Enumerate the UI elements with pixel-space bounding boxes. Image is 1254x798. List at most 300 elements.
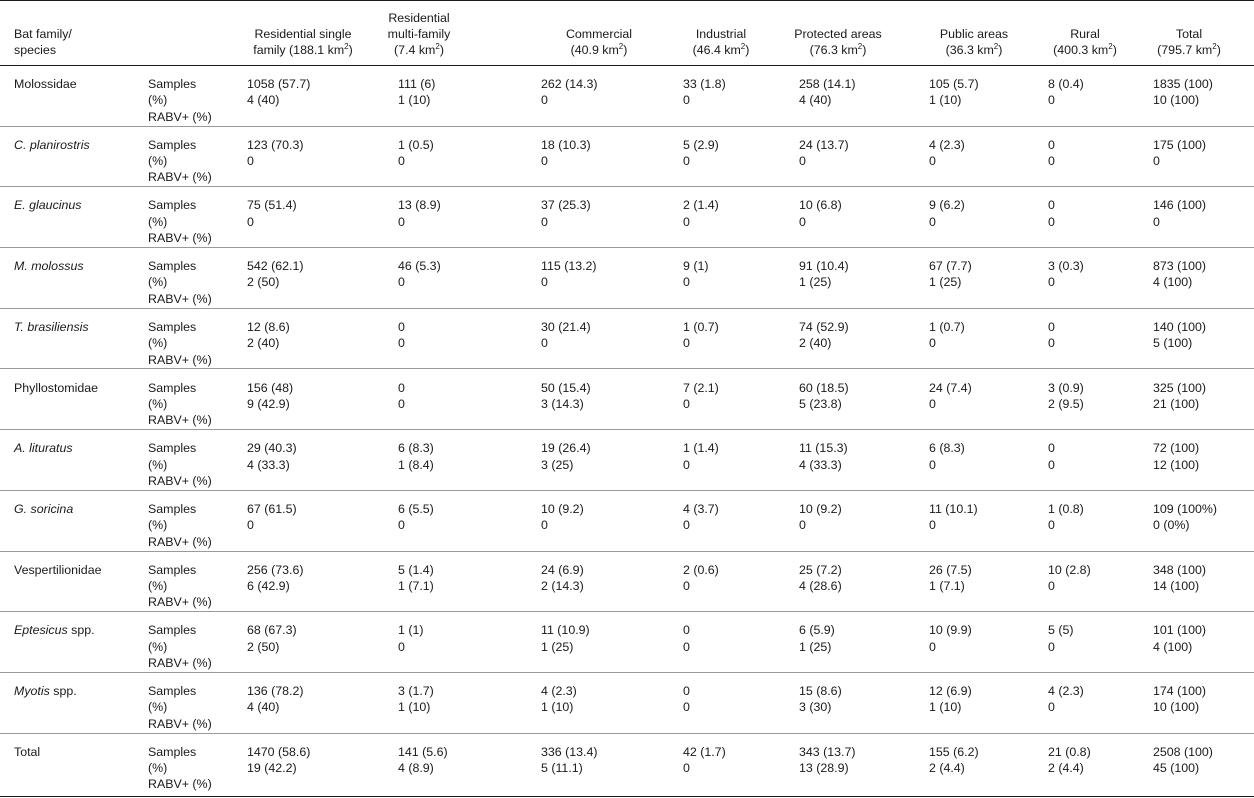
metric-label: RABV+ (%) — [148, 534, 212, 549]
metric-labels — [148, 76, 212, 125]
species-name: T. brasiliensis — [14, 319, 89, 334]
value-cell — [929, 258, 972, 291]
value-cell — [398, 744, 448, 777]
cell-value: 0 — [398, 154, 405, 169]
metric-label: RABV+ (%) — [148, 473, 212, 488]
cell-value: 0 — [1048, 457, 1055, 472]
column-header-area-text: (400.3 km — [1053, 43, 1109, 57]
column-header-area-sup: 2 — [618, 42, 624, 51]
cell-value: 3 (30) — [799, 700, 832, 715]
cell-value: 0 — [799, 154, 806, 169]
cell-value: 24 (13.7) — [799, 137, 849, 152]
cell-value: 0 — [398, 214, 405, 229]
cell-value: 3 (0.3) — [1048, 259, 1084, 274]
metric-label: Samples — [148, 137, 197, 152]
value-cell — [929, 683, 972, 716]
value-cell — [1153, 197, 1206, 230]
cell-value: 123 (70.3) — [247, 137, 304, 152]
cell-value: 0 — [1048, 578, 1055, 593]
value-cell — [247, 380, 293, 413]
value-cell — [1048, 562, 1091, 595]
metric-label: RABV+ (%) — [148, 656, 212, 671]
column-header-area-text: (40.9 km — [570, 43, 619, 57]
cell-value: 5 (5) — [1048, 623, 1074, 638]
metric-label: (%) — [148, 761, 168, 776]
cell-value: 325 (100) — [1153, 380, 1207, 395]
cell-value: 2 (1.4) — [683, 198, 719, 213]
cell-value: 1 (10) — [929, 700, 962, 715]
value-cell — [541, 197, 591, 230]
metric-label: RABV+ (%) — [148, 231, 212, 246]
cell-value: 0 — [683, 336, 690, 351]
cell-value: 0 — [683, 457, 690, 472]
value-cell — [1153, 258, 1206, 291]
metric-label: RABV+ (%) — [148, 109, 212, 124]
column-header — [914, 0, 1034, 65]
species-name: M. molossus — [14, 259, 84, 274]
value-cell — [683, 137, 719, 170]
table-bottom-rule — [0, 796, 1254, 797]
value-cell — [1048, 137, 1055, 170]
value-cell — [929, 319, 965, 352]
species-suffix: spp. — [67, 623, 95, 638]
row-label — [14, 744, 40, 760]
cell-value: 1 (25) — [541, 639, 574, 654]
metric-label: RABV+ (%) — [148, 595, 212, 610]
column-header-area — [566, 42, 632, 58]
cell-value: 9 (6.2) — [929, 198, 965, 213]
metric-label: Samples — [148, 319, 197, 334]
value-cell — [398, 440, 434, 473]
cell-value: 6 (5.9) — [799, 623, 835, 638]
cell-value: 0 — [398, 319, 405, 334]
cell-value: 256 (73.6) — [247, 562, 304, 577]
species-suffix: spp. — [49, 684, 77, 698]
cell-value: 0 — [398, 336, 405, 351]
column-header-area-sup: 2 — [993, 42, 999, 51]
cell-value: 19 (26.4) — [541, 441, 591, 456]
cell-value: 0 — [683, 93, 690, 108]
row-label — [14, 380, 98, 396]
cell-value: 0 — [683, 578, 690, 593]
cell-value: 0 — [683, 396, 690, 411]
value-cell — [1153, 622, 1206, 655]
cell-value: 74 (52.9) — [799, 319, 849, 334]
column-header-area — [1053, 42, 1117, 58]
cell-value: 0 — [1048, 137, 1055, 152]
value-cell — [1048, 197, 1055, 230]
table-row — [0, 612, 1254, 673]
family-name: Vespertilionidae — [14, 562, 102, 577]
cell-value: 4 (2.3) — [929, 137, 965, 152]
metric-label: Samples — [148, 77, 197, 91]
column-header-area-text: family (188.1 km — [253, 43, 345, 57]
cell-value: 0 — [541, 336, 548, 351]
cell-value: 50 (15.4) — [541, 380, 591, 395]
cell-value: 75 (51.4) — [247, 198, 297, 213]
cell-value: 0 — [929, 336, 936, 351]
cell-value: 4 (100) — [1153, 275, 1193, 290]
cell-value: 0 — [398, 396, 405, 411]
metric-label: RABV+ (%) — [148, 170, 212, 185]
cell-value: 174 (100) — [1153, 684, 1207, 698]
cell-value: 2 (4.4) — [929, 761, 965, 776]
cell-value: 2 (40) — [247, 336, 280, 351]
metric-labels — [148, 440, 212, 489]
metric-label: (%) — [148, 336, 168, 351]
cell-value: 111 (6) — [398, 77, 436, 91]
column-header-area-text: (76.3 km — [809, 43, 858, 57]
column-header-area — [794, 42, 881, 58]
cell-value: 0 — [1048, 441, 1055, 456]
column-header-line: Total — [1175, 27, 1203, 41]
value-cell — [247, 258, 303, 291]
header-species — [14, 0, 144, 65]
metric-label: (%) — [148, 214, 168, 229]
cell-value: 2 (0.6) — [683, 562, 719, 577]
cell-value: 13 (8.9) — [398, 198, 441, 213]
value-cell — [398, 258, 441, 291]
cell-value: 336 (13.4) — [541, 744, 598, 759]
value-cell — [683, 622, 690, 655]
cell-value: 5 (11.1) — [541, 761, 583, 776]
cell-value: 0 — [1048, 336, 1055, 351]
cell-value: 1058 (57.7) — [247, 77, 311, 91]
row-label — [14, 440, 73, 456]
cell-value: 4 (40) — [799, 93, 832, 108]
row-label — [14, 683, 77, 699]
value-cell — [799, 683, 842, 716]
cell-value: 2 (40) — [799, 336, 832, 351]
value-cell — [799, 501, 842, 534]
value-cell — [247, 683, 303, 716]
cell-value: 0 — [929, 154, 936, 169]
cell-value: 11 (10.1) — [929, 501, 978, 516]
column-header-line: multi-family — [387, 27, 451, 41]
column-header-line: Industrial — [695, 27, 747, 41]
value-cell — [1048, 622, 1073, 655]
table-row — [0, 430, 1254, 491]
value-cell — [1048, 380, 1084, 413]
metric-label: (%) — [148, 396, 168, 411]
metric-label: Samples — [148, 744, 197, 759]
cell-value: 0 — [1048, 639, 1055, 654]
value-cell — [799, 440, 848, 473]
metric-label: Samples — [148, 501, 197, 516]
cell-value: 0 — [1153, 154, 1160, 169]
column-header-line: Public areas — [939, 27, 1009, 41]
column-header-area-close: ) — [1216, 43, 1221, 57]
cell-value: 9 (1) — [683, 259, 709, 274]
column-header-area-sup: 2 — [344, 42, 349, 51]
metric-labels — [148, 197, 212, 246]
cell-value: 4 (33.3) — [247, 457, 290, 472]
value-cell — [799, 76, 855, 109]
cell-value: 3 (1.7) — [398, 684, 434, 698]
value-cell — [683, 562, 719, 595]
cell-value: 11 (15.3) — [799, 441, 848, 456]
column-header-area — [940, 42, 1008, 58]
value-cell — [541, 622, 590, 655]
column-header-area-close: ) — [998, 43, 1003, 57]
column-header-area-sup: 2 — [435, 42, 440, 51]
metric-labels — [148, 137, 212, 186]
value-cell — [799, 137, 849, 170]
value-cell — [541, 744, 597, 777]
column-header-area-text: (795.7 km — [1157, 43, 1213, 57]
cell-value: 7 (2.1) — [683, 380, 719, 395]
value-cell — [683, 440, 719, 473]
column-header — [773, 0, 903, 65]
cell-value: 0 — [799, 518, 806, 533]
family-name: Total — [14, 744, 41, 759]
cell-value: 1 (25) — [929, 275, 962, 290]
cell-value: 0 — [541, 93, 548, 108]
value-cell — [398, 380, 405, 413]
cell-value: 0 — [1048, 93, 1055, 108]
value-cell — [1153, 319, 1206, 352]
column-header-area-sup: 2 — [857, 42, 863, 51]
value-cell — [541, 440, 591, 473]
cell-value: 3 (0.9) — [1048, 380, 1084, 395]
cell-value: 1 (1.4) — [683, 441, 719, 456]
cell-value: 1 (25) — [799, 275, 832, 290]
value-cell — [799, 380, 849, 413]
metric-label: Samples — [148, 380, 197, 395]
value-cell — [541, 683, 577, 716]
cell-value: 0 — [247, 154, 254, 169]
value-cell — [1048, 683, 1084, 716]
value-cell — [1048, 440, 1055, 473]
row-label — [14, 137, 90, 153]
value-cell — [929, 562, 972, 595]
cell-value: 72 (100) — [1153, 441, 1200, 456]
value-cell — [929, 622, 972, 655]
cell-value: 21 (0.8) — [1048, 744, 1091, 759]
cell-value: 0 — [541, 154, 548, 169]
column-header-area-close: ) — [623, 43, 628, 57]
column-header-area-text: (7.4 km — [394, 43, 436, 57]
metric-labels — [148, 744, 212, 793]
column-header-area-close: ) — [439, 43, 444, 57]
cell-value: 4 (40) — [247, 700, 280, 715]
column-header-line: Residential — [388, 11, 450, 25]
cell-value: 1 (25) — [799, 639, 832, 654]
row-label — [14, 319, 89, 335]
metric-label: Samples — [148, 441, 197, 456]
row-label — [14, 76, 77, 92]
value-cell — [541, 562, 584, 595]
cell-value: 0 — [929, 214, 936, 229]
value-cell — [398, 137, 434, 170]
cell-value: 1 (7.1) — [398, 578, 434, 593]
cell-value: 1470 (58.6) — [247, 744, 311, 759]
value-cell — [683, 258, 708, 291]
metric-labels — [148, 380, 212, 429]
cell-value: 2 (14.3) — [541, 578, 584, 593]
cell-value: 3 (25) — [541, 457, 574, 472]
cell-value: 0 — [247, 214, 254, 229]
cell-value: 0 — [1048, 275, 1055, 290]
cell-value: 45 (100) — [1153, 761, 1200, 776]
value-cell — [247, 76, 310, 109]
cell-value: 0 — [929, 639, 936, 654]
cell-value: 14 (100) — [1153, 578, 1200, 593]
table-row — [0, 552, 1254, 613]
cell-value: 37 (25.3) — [541, 198, 591, 213]
cell-value: 5 (23.8) — [799, 396, 842, 411]
table-row — [0, 187, 1254, 248]
value-cell — [799, 562, 842, 595]
cell-value: 18 (10.3) — [541, 137, 591, 152]
metric-label: RABV+ (%) — [148, 777, 212, 792]
cell-value: 1 (10) — [398, 700, 431, 715]
cell-value: 0 — [1048, 214, 1055, 229]
cell-value: 60 (18.5) — [799, 380, 849, 395]
cell-value: 4 (2.3) — [541, 684, 577, 698]
header-species-label: Bat family/ species — [14, 27, 72, 57]
cell-value: 109 (100%) — [1153, 501, 1218, 516]
cell-value: 67 (7.7) — [929, 259, 972, 274]
cell-value: 155 (6.2) — [929, 744, 979, 759]
cell-value: 0 — [929, 457, 936, 472]
cell-value: 0 — [683, 761, 690, 776]
cell-value: 13 (28.9) — [799, 761, 849, 776]
column-header-area — [388, 42, 451, 58]
cell-value: 4 (3.7) — [683, 501, 719, 516]
cell-value: 30 (21.4) — [541, 319, 591, 334]
cell-value: 0 — [398, 518, 405, 533]
cell-value: 6 (42.9) — [247, 578, 290, 593]
cell-value: 3 (14.3) — [541, 396, 584, 411]
value-cell — [541, 380, 591, 413]
column-header-area — [693, 42, 750, 58]
cell-value: 12 (6.9) — [929, 684, 972, 698]
cell-value: 10 (6.8) — [799, 198, 842, 213]
value-cell — [929, 197, 965, 230]
cell-value: 24 (7.4) — [929, 380, 972, 395]
metric-labels — [148, 622, 212, 671]
value-cell — [247, 501, 297, 534]
cell-value: 140 (100) — [1153, 319, 1207, 334]
cell-value: 15 (8.6) — [799, 684, 842, 698]
cell-value: 5 (2.9) — [683, 137, 719, 152]
cell-value: 0 — [683, 623, 690, 638]
column-header-line: Commercial — [565, 27, 633, 41]
value-cell — [541, 501, 584, 534]
species-name: E. glaucinus — [14, 198, 82, 213]
metric-label: (%) — [148, 639, 168, 654]
row-label — [14, 197, 82, 213]
value-cell — [247, 137, 303, 170]
column-header-area-close: ) — [862, 43, 867, 57]
cell-value: 0 — [398, 275, 405, 290]
value-cell — [799, 258, 849, 291]
value-cell — [683, 501, 719, 534]
cell-value: 0 — [1048, 154, 1055, 169]
cell-value: 115 (13.2) — [541, 259, 597, 274]
metric-label: (%) — [148, 275, 168, 290]
column-header-area-sup: 2 — [1212, 42, 1217, 51]
cell-value: 4 (40) — [247, 93, 280, 108]
column-header-area-text: (46.4 km — [692, 43, 741, 57]
cell-value: 0 — [541, 214, 548, 229]
cell-value: 343 (13.7) — [799, 744, 856, 759]
cell-value: 5 (100) — [1153, 336, 1193, 351]
metric-label: Samples — [148, 562, 197, 577]
value-cell — [799, 622, 835, 655]
cell-value: 1 (0.7) — [683, 319, 719, 334]
value-cell — [929, 76, 979, 109]
cell-value: 1 (0.5) — [398, 137, 434, 152]
metric-label: (%) — [148, 154, 168, 169]
metric-label: (%) — [148, 700, 168, 715]
cell-value: 12 (100) — [1153, 457, 1200, 472]
cell-value: 1 (10) — [398, 93, 431, 108]
cell-value: 68 (67.3) — [247, 623, 297, 638]
cell-value: 0 — [1153, 214, 1160, 229]
column-header-line: Protected areas — [794, 27, 882, 41]
value-cell — [247, 562, 303, 595]
value-cell — [799, 319, 849, 352]
cell-value: 11 (10.9) — [541, 623, 590, 638]
cell-value: 0 — [541, 275, 548, 290]
cell-value: 156 (48) — [247, 380, 294, 395]
value-cell — [1153, 683, 1206, 716]
value-cell — [1048, 319, 1055, 352]
cell-value: 0 — [929, 518, 936, 533]
metric-label: Samples — [148, 198, 197, 213]
cell-value: 8 (0.4) — [1048, 77, 1084, 91]
column-header — [359, 0, 479, 65]
cell-value: 6 (8.3) — [398, 441, 434, 456]
value-cell — [541, 137, 591, 170]
cell-value: 0 — [683, 275, 690, 290]
cell-value: 9 (42.9) — [247, 396, 290, 411]
metric-labels — [148, 258, 212, 307]
column-header — [1134, 0, 1244, 65]
metric-label: (%) — [148, 457, 168, 472]
column-header-area-close: ) — [348, 43, 353, 57]
row-label — [14, 622, 95, 638]
column-header — [671, 0, 771, 65]
value-cell — [398, 501, 434, 534]
cell-value: 101 (100) — [1153, 623, 1207, 638]
cell-value: 2508 (100) — [1153, 744, 1213, 759]
cell-value: 29 (40.3) — [247, 441, 297, 456]
value-cell — [683, 683, 690, 716]
cell-value: 0 — [1048, 198, 1055, 213]
column-header-area-sup: 2 — [740, 42, 746, 51]
cell-value: 1835 (100) — [1153, 77, 1213, 91]
value-cell — [683, 744, 726, 777]
cell-value: 19 (42.2) — [247, 761, 297, 776]
cell-value: 348 (100) — [1153, 562, 1207, 577]
cell-value: 0 — [929, 396, 936, 411]
cell-value: 0 — [398, 639, 405, 654]
cell-value: 5 (1.4) — [398, 562, 434, 577]
metric-label: (%) — [148, 518, 168, 533]
cell-value: 25 (7.2) — [799, 562, 842, 577]
cell-value: 1 (10) — [541, 700, 574, 715]
cell-value: 0 — [1048, 700, 1055, 715]
cell-value: 4 (2.3) — [1048, 684, 1084, 698]
value-cell — [398, 562, 434, 595]
table-row — [0, 309, 1254, 370]
species-name: G. soricina — [14, 501, 74, 516]
cell-value: 10 (2.8) — [1048, 562, 1091, 577]
column-header-line: Residential single — [254, 27, 352, 41]
